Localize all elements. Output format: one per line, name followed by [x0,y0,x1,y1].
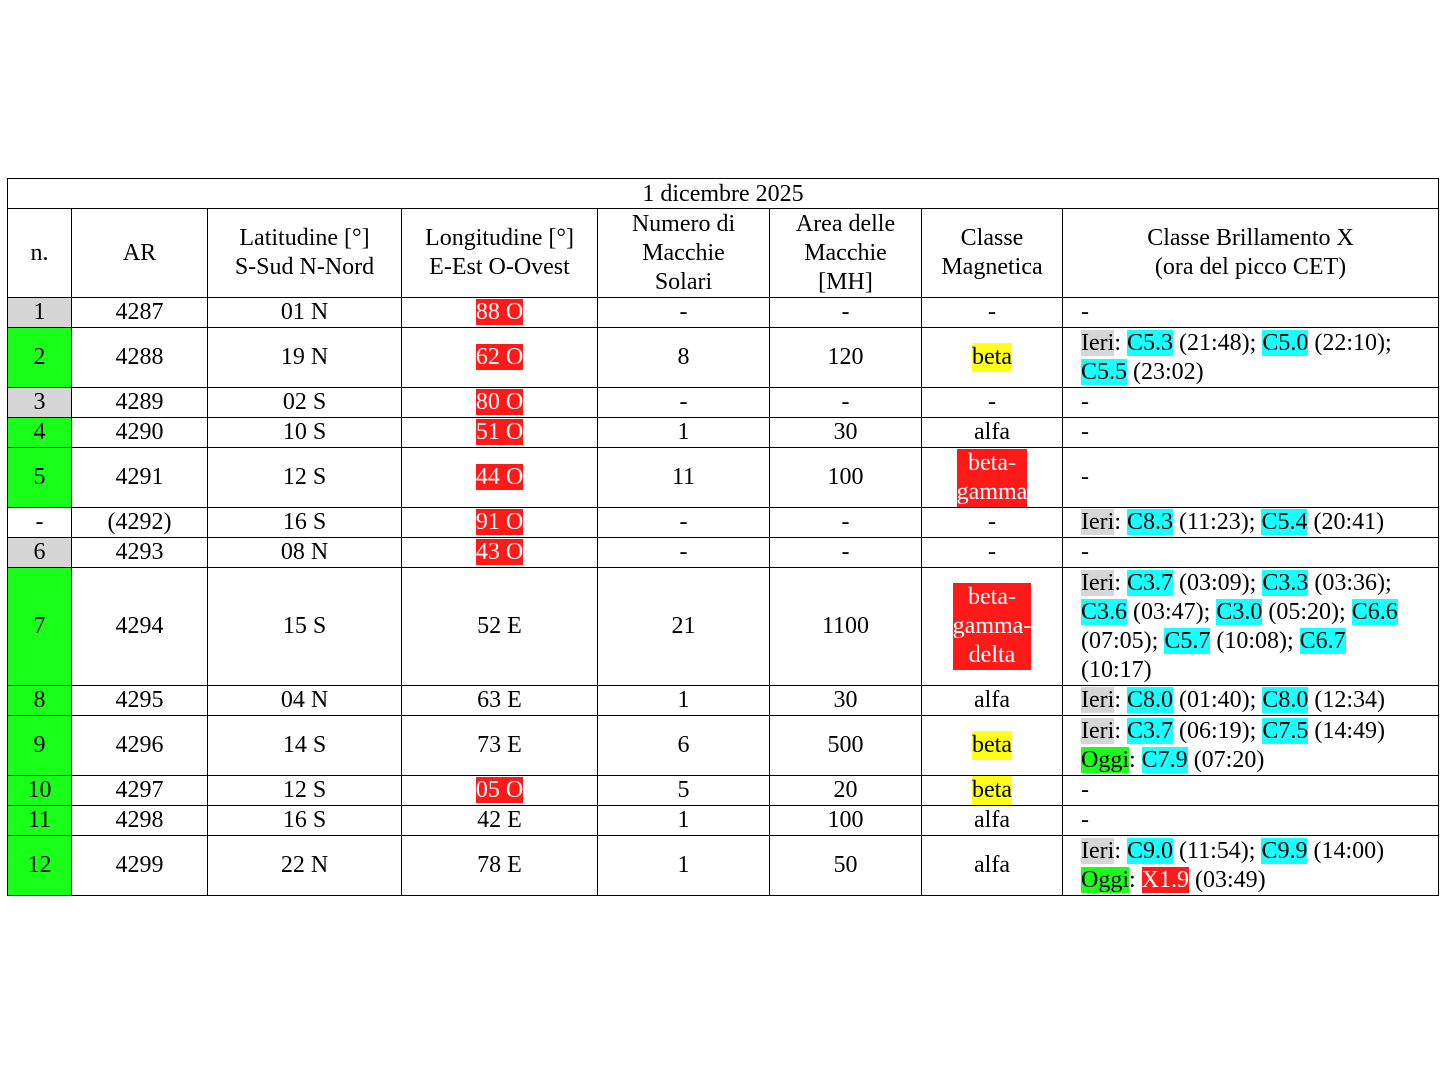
column-header-line: Latitudine [°] [239,225,370,251]
longitude-value: 51 O [475,419,524,445]
day-label: Ieri [1081,509,1115,535]
flare-time: - [1081,464,1089,490]
flare-list [1063,806,1439,836]
magnetic-class-line: gamma- [952,613,1032,639]
magnetic-class [922,716,1063,776]
flare-time: : [1129,866,1142,893]
flare-line [1081,776,1430,805]
longitude [402,328,598,388]
flare-line [1081,508,1430,537]
longitude-value: 88 O [475,299,524,325]
flare-time: - [1081,419,1089,445]
magnetic-class [922,388,1063,418]
magnetic-class-line: beta [972,344,1012,370]
column-header-line: Macchie [804,239,887,266]
flare-line [1081,329,1430,358]
longitude-value: 80 O [475,389,524,415]
spot-area: - [770,388,922,418]
flare-line [1081,418,1430,447]
longitude [402,448,598,508]
active-region: 4293 [72,538,208,568]
flare-list [1063,418,1439,448]
spot-count: 8 [598,328,770,388]
magnetic-class-badge [988,538,996,567]
magnetic-class-badge [988,508,996,537]
longitude [402,716,598,776]
flare-time: : [1114,717,1127,744]
magnetic-class-line: alfa [974,687,1010,713]
latitude: 22 N [208,836,402,896]
magnetic-class-badge [972,343,1012,372]
column-header-line: AR [122,239,157,266]
spot-area: 20 [770,776,922,806]
active-region: 4291 [72,448,208,508]
latitude: 02 S [208,388,402,418]
table-row [8,836,1439,896]
flare-time: (03:09); [1173,569,1263,596]
active-region: 4298 [72,806,208,836]
flare-time: (06:19); [1173,717,1263,744]
column-header-latitude [208,209,402,298]
magnetic-class-badge [957,449,1028,507]
flare-line [1081,746,1430,775]
row-number: 3 [8,388,72,418]
flare-class-badge: C8.0 [1262,687,1309,713]
flare-line [1081,538,1430,567]
table-body [8,298,1439,896]
flare-list [1063,568,1439,686]
table-row [8,508,1439,538]
longitude-value: 42 E [477,807,522,833]
flare-time: - [1081,299,1089,325]
column-header-line: E-Est O-Ovest [429,254,570,280]
flare-line [1081,627,1430,656]
flare-time: (01:40); [1173,687,1263,713]
flare-time: (03:36); [1308,569,1392,596]
magnetic-class-badge [972,776,1012,805]
magnetic-class-badge [988,298,996,327]
column-header-spot-count [598,209,770,298]
flare-time: : [1129,746,1142,773]
flare-line [1081,358,1430,387]
latitude: 10 S [208,418,402,448]
table-row [8,328,1439,388]
flare-class-badge: C7.5 [1262,717,1309,744]
flare-time: : [1114,329,1127,356]
longitude [402,418,598,448]
flare-list [1063,508,1439,538]
latitude: 01 N [208,298,402,328]
magnetic-class-line: alfa [974,807,1010,833]
flare-time: (10:17) [1081,656,1152,683]
flare-time: (05:20); [1262,598,1352,625]
row-number: 8 [8,686,72,716]
spot-count: 1 [598,686,770,716]
active-region: 4289 [72,388,208,418]
magnetic-class [922,508,1063,538]
longitude-value: 91 O [475,509,524,535]
header-row [8,209,1439,298]
latitude: 16 S [208,508,402,538]
column-header-line: Macchie [642,239,725,266]
flare-line [1081,388,1430,417]
longitude [402,508,598,538]
flare-time: - [1081,389,1089,415]
day-label: Ieri [1081,837,1115,864]
active-region: 4299 [72,836,208,896]
longitude [402,388,598,418]
active-region: (4292) [72,508,208,538]
column-header-magnetic-class [922,209,1063,298]
day-label: Ieri [1081,717,1115,744]
flare-class-badge: C3.6 [1081,598,1128,625]
day-label: Ieri [1081,329,1115,356]
flare-list [1063,538,1439,568]
spot-area: 50 [770,836,922,896]
magnetic-class-line: delta [968,642,1016,668]
flare-line [1081,686,1430,715]
latitude: 12 S [208,448,402,508]
spot-count: 21 [598,568,770,686]
row-number: 10 [8,776,72,806]
magnetic-class-line: alfa [974,419,1010,445]
flare-time: (14:00) [1307,837,1385,864]
flare-time: : [1114,569,1127,596]
flare-line [1081,598,1430,627]
column-header-line: (ora del picco CET) [1154,254,1347,280]
magnetic-class-badge [953,583,1032,670]
flare-list [1063,448,1439,508]
spot-area: 30 [770,686,922,716]
row-number: 2 [8,328,72,388]
column-header-spot-area [770,209,922,298]
table-row [8,298,1439,328]
longitude [402,686,598,716]
column-header-line: S-Sud N-Nord [234,254,375,280]
magnetic-class-line: beta- [968,449,1016,476]
longitude-value: 44 O [475,464,524,490]
magnetic-class [922,418,1063,448]
spot-area: 30 [770,418,922,448]
flare-time: (14:49) [1308,717,1385,744]
spot-count: 11 [598,448,770,508]
magnetic-class-line: - [988,299,996,325]
flare-line [1081,866,1430,895]
flare-time: (20:41) [1307,509,1385,535]
flare-line [1081,656,1430,685]
magnetic-class [922,328,1063,388]
flare-time: - [1081,539,1089,565]
flare-list [1063,298,1439,328]
table-row [8,538,1439,568]
longitude [402,836,598,896]
row-number: 5 [8,448,72,508]
row-number: 7 [8,568,72,686]
flare-time: (10:08); [1210,627,1300,654]
column-header-flare-class [1063,209,1439,298]
active-region: 4295 [72,686,208,716]
flare-class-badge: C8.3 [1126,509,1173,535]
magnetic-class [922,298,1063,328]
active-region: 4294 [72,568,208,686]
spot-area: - [770,538,922,568]
column-header-longitude [402,209,598,298]
magnetic-class [922,836,1063,896]
spot-count: 1 [598,836,770,896]
column-header-line: Magnetica [941,254,1043,280]
flare-time: (11:54); [1173,837,1262,864]
flare-class-badge: C8.0 [1126,687,1173,713]
table-row [8,806,1439,836]
column-header-line: Longitudine [°] [425,225,574,251]
day-label: Oggi [1081,866,1129,893]
flare-time: : [1114,509,1127,535]
spot-area: 100 [770,448,922,508]
flare-time: (22:10); [1308,329,1392,356]
column-header-line: Classe Brillamento X [1147,225,1354,251]
longitude-value: 05 O [475,777,524,803]
flare-class-badge: C3.7 [1126,569,1173,596]
spot-area: - [770,298,922,328]
active-region: 4296 [72,716,208,776]
flare-class-badge: C5.4 [1261,509,1308,535]
table-row [8,716,1439,776]
row-number: - [8,508,72,538]
flare-line [1081,569,1430,598]
day-label: Ieri [1081,687,1115,713]
row-number: 1 [8,298,72,328]
flare-time: (07:05); [1081,627,1165,654]
flare-line [1081,806,1430,835]
flare-line [1081,717,1430,746]
flare-time: (03:49) [1189,866,1266,893]
flare-class-badge: C3.7 [1126,717,1173,744]
magnetic-class-badge [974,418,1010,447]
magnetic-class-badge [972,731,1012,760]
longitude-value: 73 E [477,732,522,758]
flare-class-badge: C5.0 [1262,329,1309,356]
table-row [8,568,1439,686]
longitude [402,298,598,328]
active-region: 4287 [72,298,208,328]
magnetic-class-line: beta [972,777,1012,803]
longitude-value: 63 E [477,687,522,713]
flare-list [1063,686,1439,716]
column-header-line: [MH] [818,268,873,295]
longitude [402,776,598,806]
longitude [402,806,598,836]
longitude-value: 52 E [477,613,522,639]
flare-line [1081,837,1430,866]
column-header-line: Area delle [795,210,896,237]
flare-class-badge: C7.9 [1141,746,1188,773]
magnetic-class-badge [974,851,1010,880]
spot-area: 1100 [770,568,922,686]
magnetic-class-badge [974,686,1010,715]
spot-area: - [770,508,922,538]
flare-list [1063,328,1439,388]
latitude: 08 N [208,538,402,568]
spot-count: - [598,538,770,568]
spot-area: 100 [770,806,922,836]
flare-class-badge: C5.7 [1164,627,1211,654]
spot-count: 5 [598,776,770,806]
column-header-line: Solari [654,268,713,295]
flare-time: (23:02) [1127,358,1204,385]
magnetic-class [922,806,1063,836]
flare-time: - [1081,777,1089,803]
flare-line [1081,298,1430,327]
active-region: 4297 [72,776,208,806]
flare-time: (21:48); [1173,329,1263,356]
flare-class-badge: C9.0 [1126,837,1173,864]
longitude [402,568,598,686]
flare-time: - [1081,807,1089,833]
magnetic-class-badge [988,388,996,417]
active-region: 4288 [72,328,208,388]
day-label: Ieri [1081,569,1115,596]
spot-count: - [598,388,770,418]
row-number: 12 [8,836,72,896]
flare-class-badge: C9.9 [1261,837,1308,864]
magnetic-class-line: - [988,389,996,415]
table-row [8,776,1439,806]
row-number: 6 [8,538,72,568]
flare-time: (12:34) [1308,687,1385,713]
magnetic-class-line: beta- [968,584,1016,610]
sunspot-table [7,178,1439,896]
longitude-value: 78 E [477,852,522,878]
column-header-line: Numero di [631,210,736,237]
table-row [8,418,1439,448]
column-header-n [8,209,72,298]
spot-count: - [598,508,770,538]
magnetic-class [922,448,1063,508]
latitude: 12 S [208,776,402,806]
spot-count: 1 [598,806,770,836]
latitude: 14 S [208,716,402,776]
magnetic-class [922,776,1063,806]
flare-time: (11:23); [1173,509,1262,535]
magnetic-class [922,538,1063,568]
flare-list [1063,836,1439,896]
flare-class-badge: C6.7 [1299,627,1346,654]
spot-area: 120 [770,328,922,388]
spot-count: - [598,298,770,328]
flare-list [1063,388,1439,418]
spot-area: 500 [770,716,922,776]
flare-list [1063,776,1439,806]
row-number: 11 [8,806,72,836]
flare-list [1063,716,1439,776]
flare-class-badge: C3.0 [1216,598,1263,625]
flare-line [1081,463,1430,492]
magnetic-class [922,568,1063,686]
flare-time: : [1114,687,1127,713]
flare-class-badge: C6.6 [1351,598,1398,625]
magnetic-class-badge [974,806,1010,835]
spot-count: 6 [598,716,770,776]
flare-time: : [1114,837,1127,864]
flare-class-badge: C3.3 [1262,569,1309,596]
magnetic-class-line: gamma [956,478,1028,505]
table-row [8,686,1439,716]
flare-class-badge: C5.5 [1081,358,1128,385]
magnetic-class-line: beta [972,732,1012,758]
flare-class-badge: X1.9 [1141,866,1190,893]
table-row [8,448,1439,508]
latitude: 19 N [208,328,402,388]
column-header-ar [72,209,208,298]
row-number: 9 [8,716,72,776]
longitude-value: 62 O [475,344,524,370]
row-number: 4 [8,418,72,448]
latitude: 16 S [208,806,402,836]
magnetic-class-line: alfa [974,852,1010,878]
flare-time: (03:47); [1127,598,1217,625]
active-region: 4290 [72,418,208,448]
magnetic-class-line: - [988,509,996,535]
column-header-line: Classe [960,225,1024,251]
latitude: 04 N [208,686,402,716]
flare-class-badge: C5.3 [1126,329,1173,356]
latitude: 15 S [208,568,402,686]
magnetic-class [922,686,1063,716]
table-title: 1 dicembre 2025 [8,179,1439,209]
spot-count: 1 [598,418,770,448]
magnetic-class-line: - [988,539,996,565]
flare-time: (07:20) [1187,746,1265,773]
longitude [402,538,598,568]
longitude-value: 43 O [475,539,524,565]
table-row [8,388,1439,418]
day-label: Oggi [1081,746,1129,773]
column-header-line: n. [30,239,49,266]
